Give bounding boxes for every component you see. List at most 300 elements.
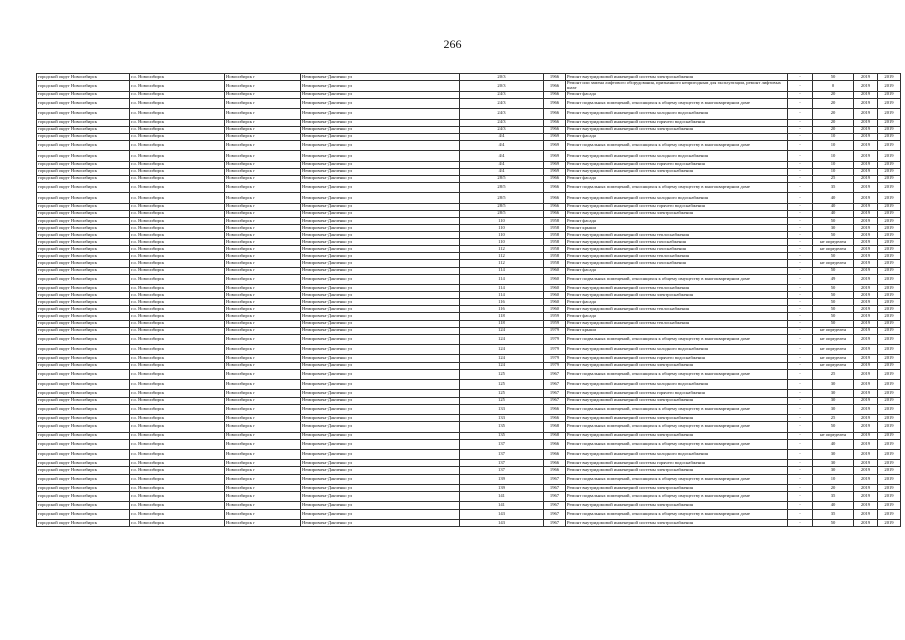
end-year-cell: 2019 xyxy=(878,397,901,404)
cost-cell: 20 xyxy=(813,109,854,119)
cost-cell: 50 xyxy=(813,267,854,274)
dash-cell: - xyxy=(788,210,813,217)
cost-cell: 40 xyxy=(813,203,854,210)
work-type-cell: Ремонт внутридомовой инженерной системы электроснабжения xyxy=(566,432,788,439)
dash-cell: - xyxy=(788,299,813,306)
house-number-cell: 114 xyxy=(460,285,544,292)
start-year-cell: 2019 xyxy=(854,161,878,168)
house-number-cell: 4/4 xyxy=(460,161,544,168)
build-year-cell: 1959 xyxy=(544,320,566,327)
settlement-cell: г.о. Новосибирск xyxy=(130,467,225,474)
table-row xyxy=(37,193,901,203)
district-cell: городской округ Новосибирск xyxy=(37,327,130,334)
table-body xyxy=(37,74,901,527)
city-cell: Новосибирск г xyxy=(225,432,301,439)
table-row xyxy=(37,299,901,306)
city-cell: Новосибирск г xyxy=(225,274,301,284)
street-cell: Немировича-Данченко ул xyxy=(301,151,460,161)
city-cell: Новосибирск г xyxy=(225,210,301,217)
end-year-cell: 2019 xyxy=(878,313,901,320)
dash-cell: - xyxy=(788,369,813,379)
dash-cell: - xyxy=(788,285,813,292)
house-number-cell: 125 xyxy=(460,397,544,404)
city-cell: Новосибирск г xyxy=(225,345,301,355)
start-year-cell: 2019 xyxy=(854,362,878,369)
settlement-cell: г.о. Новосибирск xyxy=(130,292,225,299)
cost-cell: не определен xyxy=(813,327,854,334)
table-row xyxy=(37,151,901,161)
city-cell: Новосибирск г xyxy=(225,161,301,168)
table-row xyxy=(37,345,901,355)
work-type-cell: Ремонт внутридомовой инженерной системы электроснабжения xyxy=(566,210,788,217)
settlement-cell: г.о. Новосибирск xyxy=(130,267,225,274)
street-cell: Немировича-Данченко ул xyxy=(301,217,460,224)
district-cell: городской округ Новосибирск xyxy=(37,91,130,98)
dash-cell: - xyxy=(788,502,813,509)
table-row xyxy=(37,133,901,140)
table-row xyxy=(37,175,901,182)
work-type-cell: Ремонт внутридомовой инженерной системы теплоснабжения xyxy=(566,232,788,239)
dash-cell: - xyxy=(788,380,813,390)
table-row xyxy=(37,98,901,108)
cost-cell: 10 xyxy=(813,140,854,150)
city-cell: Новосибирск г xyxy=(225,450,301,460)
settlement-cell: г.о. Новосибирск xyxy=(130,404,225,414)
work-type-cell: Ремонт подвальных помещений, относящихся к общему имуществу в многоквартирном доме xyxy=(566,404,788,414)
end-year-cell: 2019 xyxy=(878,345,901,355)
work-type-cell: Ремонт подвальных помещений, относящихся к общему имуществу в многоквартирном доме xyxy=(566,509,788,519)
dash-cell: - xyxy=(788,81,813,92)
cost-cell: 25 xyxy=(813,175,854,182)
table-row xyxy=(37,285,901,292)
dash-cell: - xyxy=(788,345,813,355)
start-year-cell: 2019 xyxy=(854,225,878,232)
work-type-cell: Ремонт внутридомовой инженерной системы электроснабжения xyxy=(566,362,788,369)
table-row xyxy=(37,292,901,299)
dash-cell: - xyxy=(788,175,813,182)
cost-cell: 50 xyxy=(813,253,854,260)
start-year-cell: 2019 xyxy=(854,74,878,81)
work-type-cell: Ремонт внутридомовой инженерной системы горячего водоснабжения xyxy=(566,119,788,126)
table-row xyxy=(37,460,901,467)
house-number-cell: 135 xyxy=(460,432,544,439)
settlement-cell: г.о. Новосибирск xyxy=(130,362,225,369)
house-number-cell: 114 xyxy=(460,274,544,284)
district-cell: городской округ Новосибирск xyxy=(37,397,130,404)
end-year-cell: 2019 xyxy=(878,119,901,126)
end-year-cell: 2019 xyxy=(878,210,901,217)
house-number-cell: 143 xyxy=(460,509,544,519)
city-cell: Новосибирск г xyxy=(225,292,301,299)
house-number-cell: 137 xyxy=(460,439,544,449)
street-cell: Немировича-Данченко ул xyxy=(301,362,460,369)
settlement-cell: г.о. Новосибирск xyxy=(130,140,225,150)
house-number-cell: 124 xyxy=(460,345,544,355)
district-cell: городской округ Новосибирск xyxy=(37,274,130,284)
cost-cell: не определен xyxy=(813,239,854,246)
house-number-cell: 28/5 xyxy=(460,203,544,210)
table-row xyxy=(37,267,901,274)
table-row xyxy=(37,217,901,224)
house-number-cell: 114 xyxy=(460,267,544,274)
build-year-cell: 1958 xyxy=(544,225,566,232)
dash-cell: - xyxy=(788,397,813,404)
table-row xyxy=(37,253,901,260)
build-year-cell: 1958 xyxy=(544,253,566,260)
work-type-cell: Ремонт внутридомовой инженерной системы горячего водоснабжения xyxy=(566,355,788,362)
work-type-cell: Ремонт внутридомовой инженерной системы холодного водоснабжения xyxy=(566,193,788,203)
cost-cell: 0 xyxy=(813,81,854,92)
city-cell: Новосибирск г xyxy=(225,175,301,182)
house-number-cell: 112 xyxy=(460,246,544,253)
work-type-cell: Ремонт внутридомовой инженерной системы электроснабжения xyxy=(566,292,788,299)
city-cell: Новосибирск г xyxy=(225,397,301,404)
end-year-cell: 2019 xyxy=(878,193,901,203)
start-year-cell: 2019 xyxy=(854,519,878,526)
dash-cell: - xyxy=(788,253,813,260)
build-year-cell: 1969 xyxy=(544,161,566,168)
city-cell: Новосибирск г xyxy=(225,109,301,119)
city-cell: Новосибирск г xyxy=(225,98,301,108)
end-year-cell: 2019 xyxy=(878,450,901,460)
settlement-cell: г.о. Новосибирск xyxy=(130,74,225,81)
end-year-cell: 2019 xyxy=(878,380,901,390)
work-type-cell: Ремонт внутридомовой инженерной системы электроснабжения xyxy=(566,415,788,422)
city-cell: Новосибирск г xyxy=(225,193,301,203)
end-year-cell: 2019 xyxy=(878,369,901,379)
district-cell: городской округ Новосибирск xyxy=(37,140,130,150)
table-row xyxy=(37,109,901,119)
street-cell: Немировича-Данченко ул xyxy=(301,175,460,182)
work-type-cell: Ремонт внутридомовой инженерной системы холодного водоснабжения xyxy=(566,380,788,390)
settlement-cell: г.о. Новосибирск xyxy=(130,415,225,422)
settlement-cell: г.о. Новосибирск xyxy=(130,98,225,108)
repair-schedule-table xyxy=(36,73,901,527)
settlement-cell: г.о. Новосибирск xyxy=(130,161,225,168)
table-row xyxy=(37,415,901,422)
build-year-cell: 1966 xyxy=(544,119,566,126)
work-type-cell: Ремонт внутридомовой инженерной системы холодного водоснабжения xyxy=(566,151,788,161)
dash-cell: - xyxy=(788,126,813,133)
table-row xyxy=(37,450,901,460)
end-year-cell: 2019 xyxy=(878,74,901,81)
street-cell: Немировича-Данченко ул xyxy=(301,397,460,404)
start-year-cell: 2019 xyxy=(854,460,878,467)
house-number-cell: 24/3 xyxy=(460,91,544,98)
dash-cell: - xyxy=(788,260,813,267)
house-number-cell: 28/5 xyxy=(460,182,544,192)
district-cell: городской округ Новосибирск xyxy=(37,246,130,253)
city-cell: Новосибирск г xyxy=(225,369,301,379)
settlement-cell: г.о. Новосибирск xyxy=(130,203,225,210)
build-year-cell: 1966 xyxy=(544,175,566,182)
house-number-cell: 116 xyxy=(460,299,544,306)
start-year-cell: 2019 xyxy=(854,126,878,133)
table-row xyxy=(37,126,901,133)
settlement-cell: г.о. Новосибирск xyxy=(130,422,225,432)
start-year-cell: 2019 xyxy=(854,404,878,414)
settlement-cell: г.о. Новосибирск xyxy=(130,484,225,491)
end-year-cell: 2019 xyxy=(878,246,901,253)
start-year-cell: 2019 xyxy=(854,422,878,432)
end-year-cell: 2019 xyxy=(878,126,901,133)
build-year-cell: 1966 xyxy=(544,439,566,449)
district-cell: городской округ Новосибирск xyxy=(37,439,130,449)
cost-cell: не определен xyxy=(813,260,854,267)
build-year-cell: 1966 xyxy=(544,467,566,474)
district-cell: городской округ Новосибирск xyxy=(37,161,130,168)
build-year-cell: 1960 xyxy=(544,299,566,306)
work-type-cell: Ремонт крыши xyxy=(566,225,788,232)
settlement-cell: г.о. Новосибирск xyxy=(130,175,225,182)
end-year-cell: 2019 xyxy=(878,260,901,267)
work-type-cell: Ремонт внутридомовой инженерной системы горячего водоснабжения xyxy=(566,161,788,168)
city-cell: Новосибирск г xyxy=(225,285,301,292)
build-year-cell: 1966 xyxy=(544,74,566,81)
start-year-cell: 2019 xyxy=(854,260,878,267)
city-cell: Новосибирск г xyxy=(225,313,301,320)
work-type-cell: Ремонт подвальных помещений, относящихся к общему имуществу в многоквартирном доме xyxy=(566,140,788,150)
cost-cell: 20 xyxy=(813,119,854,126)
district-cell: городской округ Новосибирск xyxy=(37,334,130,344)
district-cell: городской округ Новосибирск xyxy=(37,299,130,306)
settlement-cell: г.о. Новосибирск xyxy=(130,306,225,313)
district-cell: городской округ Новосибирск xyxy=(37,474,130,484)
table-row xyxy=(37,327,901,334)
district-cell: городской округ Новосибирск xyxy=(37,193,130,203)
work-type-cell: Ремонт подвальных помещений, относящихся к общему имуществу в многоквартирном доме xyxy=(566,369,788,379)
table-row xyxy=(37,203,901,210)
city-cell: Новосибирск г xyxy=(225,182,301,192)
end-year-cell: 2019 xyxy=(878,109,901,119)
house-number-cell: 124 xyxy=(460,355,544,362)
dash-cell: - xyxy=(788,320,813,327)
settlement-cell: г.о. Новосибирск xyxy=(130,168,225,175)
house-number-cell: 110 xyxy=(460,217,544,224)
district-cell: городской округ Новосибирск xyxy=(37,432,130,439)
street-cell: Немировича-Данченко ул xyxy=(301,193,460,203)
dash-cell: - xyxy=(788,225,813,232)
house-number-cell: 4/4 xyxy=(460,151,544,161)
build-year-cell: 1966 xyxy=(544,460,566,467)
settlement-cell: г.о. Новосибирск xyxy=(130,239,225,246)
dash-cell: - xyxy=(788,168,813,175)
district-cell: городской округ Новосибирск xyxy=(37,133,130,140)
district-cell: городской округ Новосибирск xyxy=(37,422,130,432)
build-year-cell: 1966 xyxy=(544,182,566,192)
table-row xyxy=(37,362,901,369)
city-cell: Новосибирск г xyxy=(225,334,301,344)
street-cell: Немировича-Данченко ул xyxy=(301,74,460,81)
street-cell: Немировича-Данченко ул xyxy=(301,225,460,232)
street-cell: Немировича-Данченко ул xyxy=(301,313,460,320)
settlement-cell: г.о. Новосибирск xyxy=(130,193,225,203)
table-row xyxy=(37,274,901,284)
street-cell: Немировича-Данченко ул xyxy=(301,168,460,175)
table-row xyxy=(37,484,901,491)
dash-cell: - xyxy=(788,450,813,460)
house-number-cell: 118 xyxy=(460,320,544,327)
table-row xyxy=(37,306,901,313)
house-number-cell: 20/3 xyxy=(460,74,544,81)
table-row xyxy=(37,432,901,439)
settlement-cell: г.о. Новосибирск xyxy=(130,109,225,119)
dash-cell: - xyxy=(788,98,813,108)
street-cell: Немировича-Данченко ул xyxy=(301,450,460,460)
settlement-cell: г.о. Новосибирск xyxy=(130,345,225,355)
city-cell: Новосибирск г xyxy=(225,140,301,150)
district-cell: городской округ Новосибирск xyxy=(37,292,130,299)
build-year-cell: 1979 xyxy=(544,345,566,355)
settlement-cell: г.о. Новосибирск xyxy=(130,133,225,140)
street-cell: Немировича-Данченко ул xyxy=(301,509,460,519)
settlement-cell: г.о. Новосибирск xyxy=(130,151,225,161)
work-type-cell: Ремонт внутридомовой инженерной системы холодного водоснабжения xyxy=(566,450,788,460)
city-cell: Новосибирск г xyxy=(225,81,301,92)
cost-cell: 30 xyxy=(813,467,854,474)
house-number-cell: 141 xyxy=(460,502,544,509)
build-year-cell: 1966 xyxy=(544,193,566,203)
work-type-cell: Ремонт фасада xyxy=(566,313,788,320)
start-year-cell: 2019 xyxy=(854,484,878,491)
district-cell: городской округ Новосибирск xyxy=(37,285,130,292)
dash-cell: - xyxy=(788,292,813,299)
street-cell: Немировича-Данченко ул xyxy=(301,334,460,344)
cost-cell: не определен xyxy=(813,246,854,253)
end-year-cell: 2019 xyxy=(878,306,901,313)
work-type-cell: Ремонт или замена лифтового оборудования, признанного непригодным для эксплуатации, ремонт лифтовых шахт xyxy=(566,81,788,92)
district-cell: городской округ Новосибирск xyxy=(37,380,130,390)
start-year-cell: 2019 xyxy=(854,292,878,299)
street-cell: Немировича-Данченко ул xyxy=(301,369,460,379)
dash-cell: - xyxy=(788,439,813,449)
settlement-cell: г.о. Новосибирск xyxy=(130,509,225,519)
house-number-cell: 28/5 xyxy=(460,193,544,203)
cost-cell: 50 xyxy=(813,320,854,327)
table-row xyxy=(37,260,901,267)
settlement-cell: г.о. Новосибирск xyxy=(130,474,225,484)
start-year-cell: 2019 xyxy=(854,320,878,327)
end-year-cell: 2019 xyxy=(878,91,901,98)
cost-cell: 20 xyxy=(813,126,854,133)
street-cell: Немировича-Данченко ул xyxy=(301,502,460,509)
start-year-cell: 2019 xyxy=(854,267,878,274)
house-number-cell: 114 xyxy=(460,292,544,299)
start-year-cell: 2019 xyxy=(854,299,878,306)
district-cell: городской округ Новосибирск xyxy=(37,415,130,422)
house-number-cell: 24/3 xyxy=(460,109,544,119)
table-row xyxy=(37,390,901,397)
street-cell: Немировича-Данченко ул xyxy=(301,422,460,432)
street-cell: Немировича-Данченко ул xyxy=(301,260,460,267)
cost-cell: 30 xyxy=(813,380,854,390)
street-cell: Немировича-Данченко ул xyxy=(301,439,460,449)
end-year-cell: 2019 xyxy=(878,299,901,306)
city-cell: Новосибирск г xyxy=(225,467,301,474)
work-type-cell: Ремонт фасада xyxy=(566,175,788,182)
settlement-cell: г.о. Новосибирск xyxy=(130,492,225,502)
settlement-cell: г.о. Новосибирск xyxy=(130,355,225,362)
end-year-cell: 2019 xyxy=(878,390,901,397)
street-cell: Немировича-Данченко ул xyxy=(301,484,460,491)
work-type-cell: Ремонт внутридомовой инженерной системы электроснабжения xyxy=(566,484,788,491)
street-cell: Немировича-Данченко ул xyxy=(301,519,460,526)
street-cell: Немировича-Данченко ул xyxy=(301,432,460,439)
cost-cell: не определен xyxy=(813,345,854,355)
house-number-cell: 24/3 xyxy=(460,98,544,108)
street-cell: Немировича-Данченко ул xyxy=(301,246,460,253)
work-type-cell: Ремонт внутридомовой инженерной системы холодного водоснабжения xyxy=(566,345,788,355)
start-year-cell: 2019 xyxy=(854,313,878,320)
city-cell: Новосибирск г xyxy=(225,299,301,306)
build-year-cell: 1958 xyxy=(544,260,566,267)
street-cell: Немировича-Данченко ул xyxy=(301,133,460,140)
city-cell: Новосибирск г xyxy=(225,320,301,327)
start-year-cell: 2019 xyxy=(854,210,878,217)
work-type-cell: Ремонт фасада xyxy=(566,133,788,140)
dash-cell: - xyxy=(788,274,813,284)
work-type-cell: Ремонт фасада xyxy=(566,267,788,274)
dash-cell: - xyxy=(788,232,813,239)
end-year-cell: 2019 xyxy=(878,267,901,274)
build-year-cell: 1966 xyxy=(544,91,566,98)
table-row xyxy=(37,519,901,526)
city-cell: Новосибирск г xyxy=(225,168,301,175)
dash-cell: - xyxy=(788,519,813,526)
cost-cell: 50 xyxy=(813,306,854,313)
settlement-cell: г.о. Новосибирск xyxy=(130,502,225,509)
start-year-cell: 2019 xyxy=(854,474,878,484)
work-type-cell: Ремонт внутридомовой инженерной системы горячего водоснабжения xyxy=(566,460,788,467)
district-cell: городской округ Новосибирск xyxy=(37,239,130,246)
street-cell: Немировича-Данченко ул xyxy=(301,306,460,313)
dash-cell: - xyxy=(788,246,813,253)
street-cell: Немировича-Данченко ул xyxy=(301,474,460,484)
city-cell: Новосибирск г xyxy=(225,484,301,491)
dash-cell: - xyxy=(788,91,813,98)
settlement-cell: г.о. Новосибирск xyxy=(130,327,225,334)
dash-cell: - xyxy=(788,161,813,168)
settlement-cell: г.о. Новосибирск xyxy=(130,217,225,224)
build-year-cell: 1960 xyxy=(544,274,566,284)
end-year-cell: 2019 xyxy=(878,98,901,108)
district-cell: городской округ Новосибирск xyxy=(37,217,130,224)
start-year-cell: 2019 xyxy=(854,239,878,246)
start-year-cell: 2019 xyxy=(854,509,878,519)
table-row xyxy=(37,91,901,98)
settlement-cell: г.о. Новосибирск xyxy=(130,285,225,292)
street-cell: Немировича-Данченко ул xyxy=(301,415,460,422)
build-year-cell: 1967 xyxy=(544,502,566,509)
cost-cell: 50 xyxy=(813,292,854,299)
start-year-cell: 2019 xyxy=(854,390,878,397)
settlement-cell: г.о. Новосибирск xyxy=(130,320,225,327)
build-year-cell: 1969 xyxy=(544,133,566,140)
city-cell: Новосибирск г xyxy=(225,404,301,414)
work-type-cell: Ремонт внутридомовой инженерной системы электроснабжения xyxy=(566,519,788,526)
cost-cell: 50 xyxy=(813,422,854,432)
cost-cell: 40 xyxy=(813,210,854,217)
house-number-cell: 112 xyxy=(460,260,544,267)
page-number: 266 xyxy=(443,37,462,51)
table-row xyxy=(37,369,901,379)
district-cell: городской округ Новосибирск xyxy=(37,345,130,355)
cost-cell: 10 xyxy=(813,133,854,140)
work-type-cell: Ремонт фасада xyxy=(566,299,788,306)
build-year-cell: 1960 xyxy=(544,306,566,313)
district-cell: городской округ Новосибирск xyxy=(37,306,130,313)
district-cell: городской округ Новосибирск xyxy=(37,168,130,175)
